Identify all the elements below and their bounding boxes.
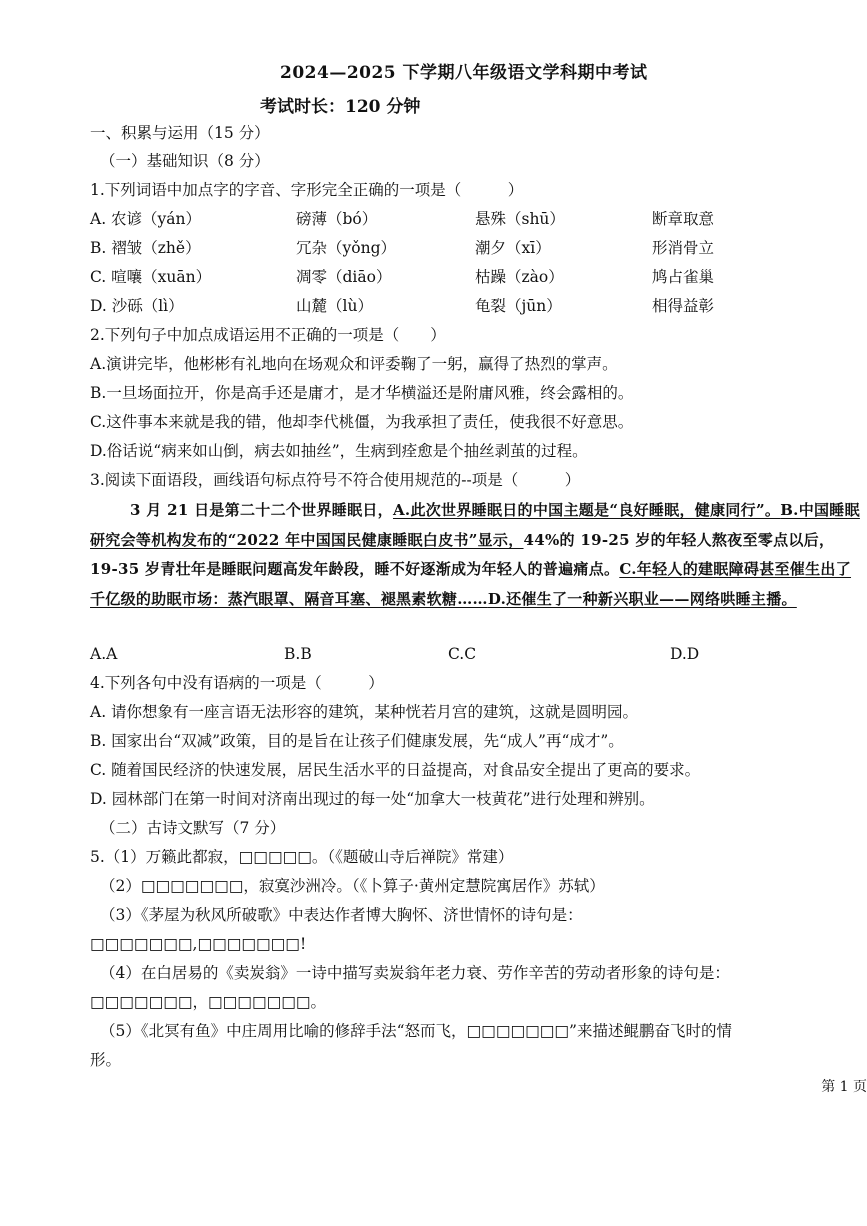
q1-b-4: 形消骨立 [652,239,715,257]
q1-b-2: 冗杂（yǒng） [296,239,396,257]
q4-option-c: C. 随着国民经济的快速发展，居民生活水平的日益提高，对食品安全提出了更高的要求。 [90,761,701,779]
q5-5: （5）《北冥有鱼》中庄周用比喻的修辞手法“怒而飞，□□□□□□□”来描述鲲鹏奋飞时的情 [100,1022,732,1040]
q1-d-3: 龟裂（jūn） [475,297,562,315]
q1-a-3: 悬殊（shū） [475,210,565,228]
q5-1: 5.（1）万籁此都寂，□□□□□。（《题破山寺后禅院》常建） [90,848,514,866]
part1-heading: （一）基础知识（8 分） [100,152,270,170]
q1-a-4: 断章取意 [652,210,715,228]
q1-d-1: D. 沙砾（lì） [90,297,184,315]
q2-stem: 2.下列句子中加点成语运用不正确的一项是（ ） [90,326,446,344]
q3-option-a: A.A [90,645,118,663]
q4-option-a: A. 请你想象有一座言语无法形容的建筑，某种恍若月宫的建筑，这就是圆明园。 [90,703,639,721]
page-number: 第 1 页 [821,1079,867,1095]
q3-underline-b: B.中国睡眠研究会等机构发布的“2022 年中国国民健康睡眠白皮书”显示， [90,501,860,549]
q2-option-a: A.演讲完毕，他彬彬有礼地向在场观众和评委鞠了一躬，赢得了热烈的掌声。 [90,355,618,373]
q4-option-d: D. 园林部门在第一时间对济南出现过的每一处“加拿大一枝黄花”进行处理和辨别。 [90,790,655,808]
q3-passage-middle: 44%的 19-25 岁的年轻人熬夜至零点以后，19-35 岁青壮年是睡眠问题高发年龄段，睡不好逐渐成为年轻人的普遍痛点。 [90,530,835,578]
q1-c-2: 凋零（diāo） [296,268,392,286]
q5-5-end: 形。 [90,1051,122,1069]
q2-option-c: C.这件事本来就是我的错，他却李代桃僵，为我承担了责任，使我很不好意思。 [90,413,634,431]
q5-4: （4）在白居易的《卖炭翁》一诗中描写卖炭翁年老力衰、劳作辛苦的劳动者形象的诗句是： [100,964,730,982]
part2-heading: （二）古诗文默写（7 分） [100,819,286,837]
q1-a-2: 磅薄（bó） [296,210,378,228]
q1-b-3: 潮夕（xī） [475,239,551,257]
q1-stem: 1.下列词语中加点字的字音、字形完全正确的一项是（ ） [90,181,524,199]
q3-passage-intro: 3 月 21 日是第二十二个世界睡眠日， [130,501,393,519]
q1-c-4: 鸠占雀巢 [652,268,715,286]
exam-duration: 考试时长：120 分钟 [260,97,421,117]
q5-3: （3）《茅屋为秋风所破歌》中表达作者博大胸怀、济世情怀的诗句是： [100,906,583,924]
q2-option-d: D.俗话说“病来如山倒，病去如抽丝”，生病到痊愈是个抽丝剥茧的过程。 [90,442,588,460]
q3-option-b: B.B [284,645,312,663]
q5-3-blank: □□□□□□□,□□□□□□□! [90,935,307,953]
exam-title: 2024—2025 下学期八年级语文学科期中考试 [280,63,648,83]
section-heading: 一、积累与运用（15 分） [90,124,270,142]
q3-stem: 3.阅读下面语段，画线语句标点符号不符合使用规范的--项是（ ） [90,471,581,489]
q1-d-2: 山麓（lù） [296,297,373,315]
q3-underline-d: D.还催生了一种新兴职业——网络哄睡主播。 [487,589,797,608]
q1-b-1: B. 褶皱（zhě） [90,239,201,257]
q5-2: （2）□□□□□□□，寂寞沙洲冷。（《卜算子·黄州定慧院寓居作》苏轼） [100,877,605,895]
q4-option-b: B. 国家出台“双减”政策，目的是旨在让孩子们健康发展，先“成人”再“成才”。 [90,732,624,750]
q3-underline-a: A.此次世界睡眠日的中国主题是“良好睡眠，健康同行”。 [392,501,781,519]
q3-passage [90,496,862,614]
q1-a-1: A. 农谚（yán） [90,210,202,228]
q3-option-c: C.C [448,645,477,663]
q3-underline-c: C.年轻人的建眠障碍甚至催生出了千亿级的助眠市场：蒸汽眼罩、隔音耳塞、褪黑素软糖…… [90,560,852,608]
q4-stem: 4.下列各句中没有语病的一项是（ ） [90,674,384,692]
q1-d-4: 相得益彰 [652,297,715,315]
q1-c-1: C. 喧嚷（xuān） [90,268,212,286]
q5-4-blank: □□□□□□□，□□□□□□□。 [90,993,327,1011]
q2-option-b: B.一旦场面拉开，你是高手还是庸才，是才华横溢还是附庸风雅，终会露相的。 [90,384,634,402]
q1-c-3: 枯躁（zào） [475,268,564,286]
q3-option-d: D.D [670,645,700,663]
